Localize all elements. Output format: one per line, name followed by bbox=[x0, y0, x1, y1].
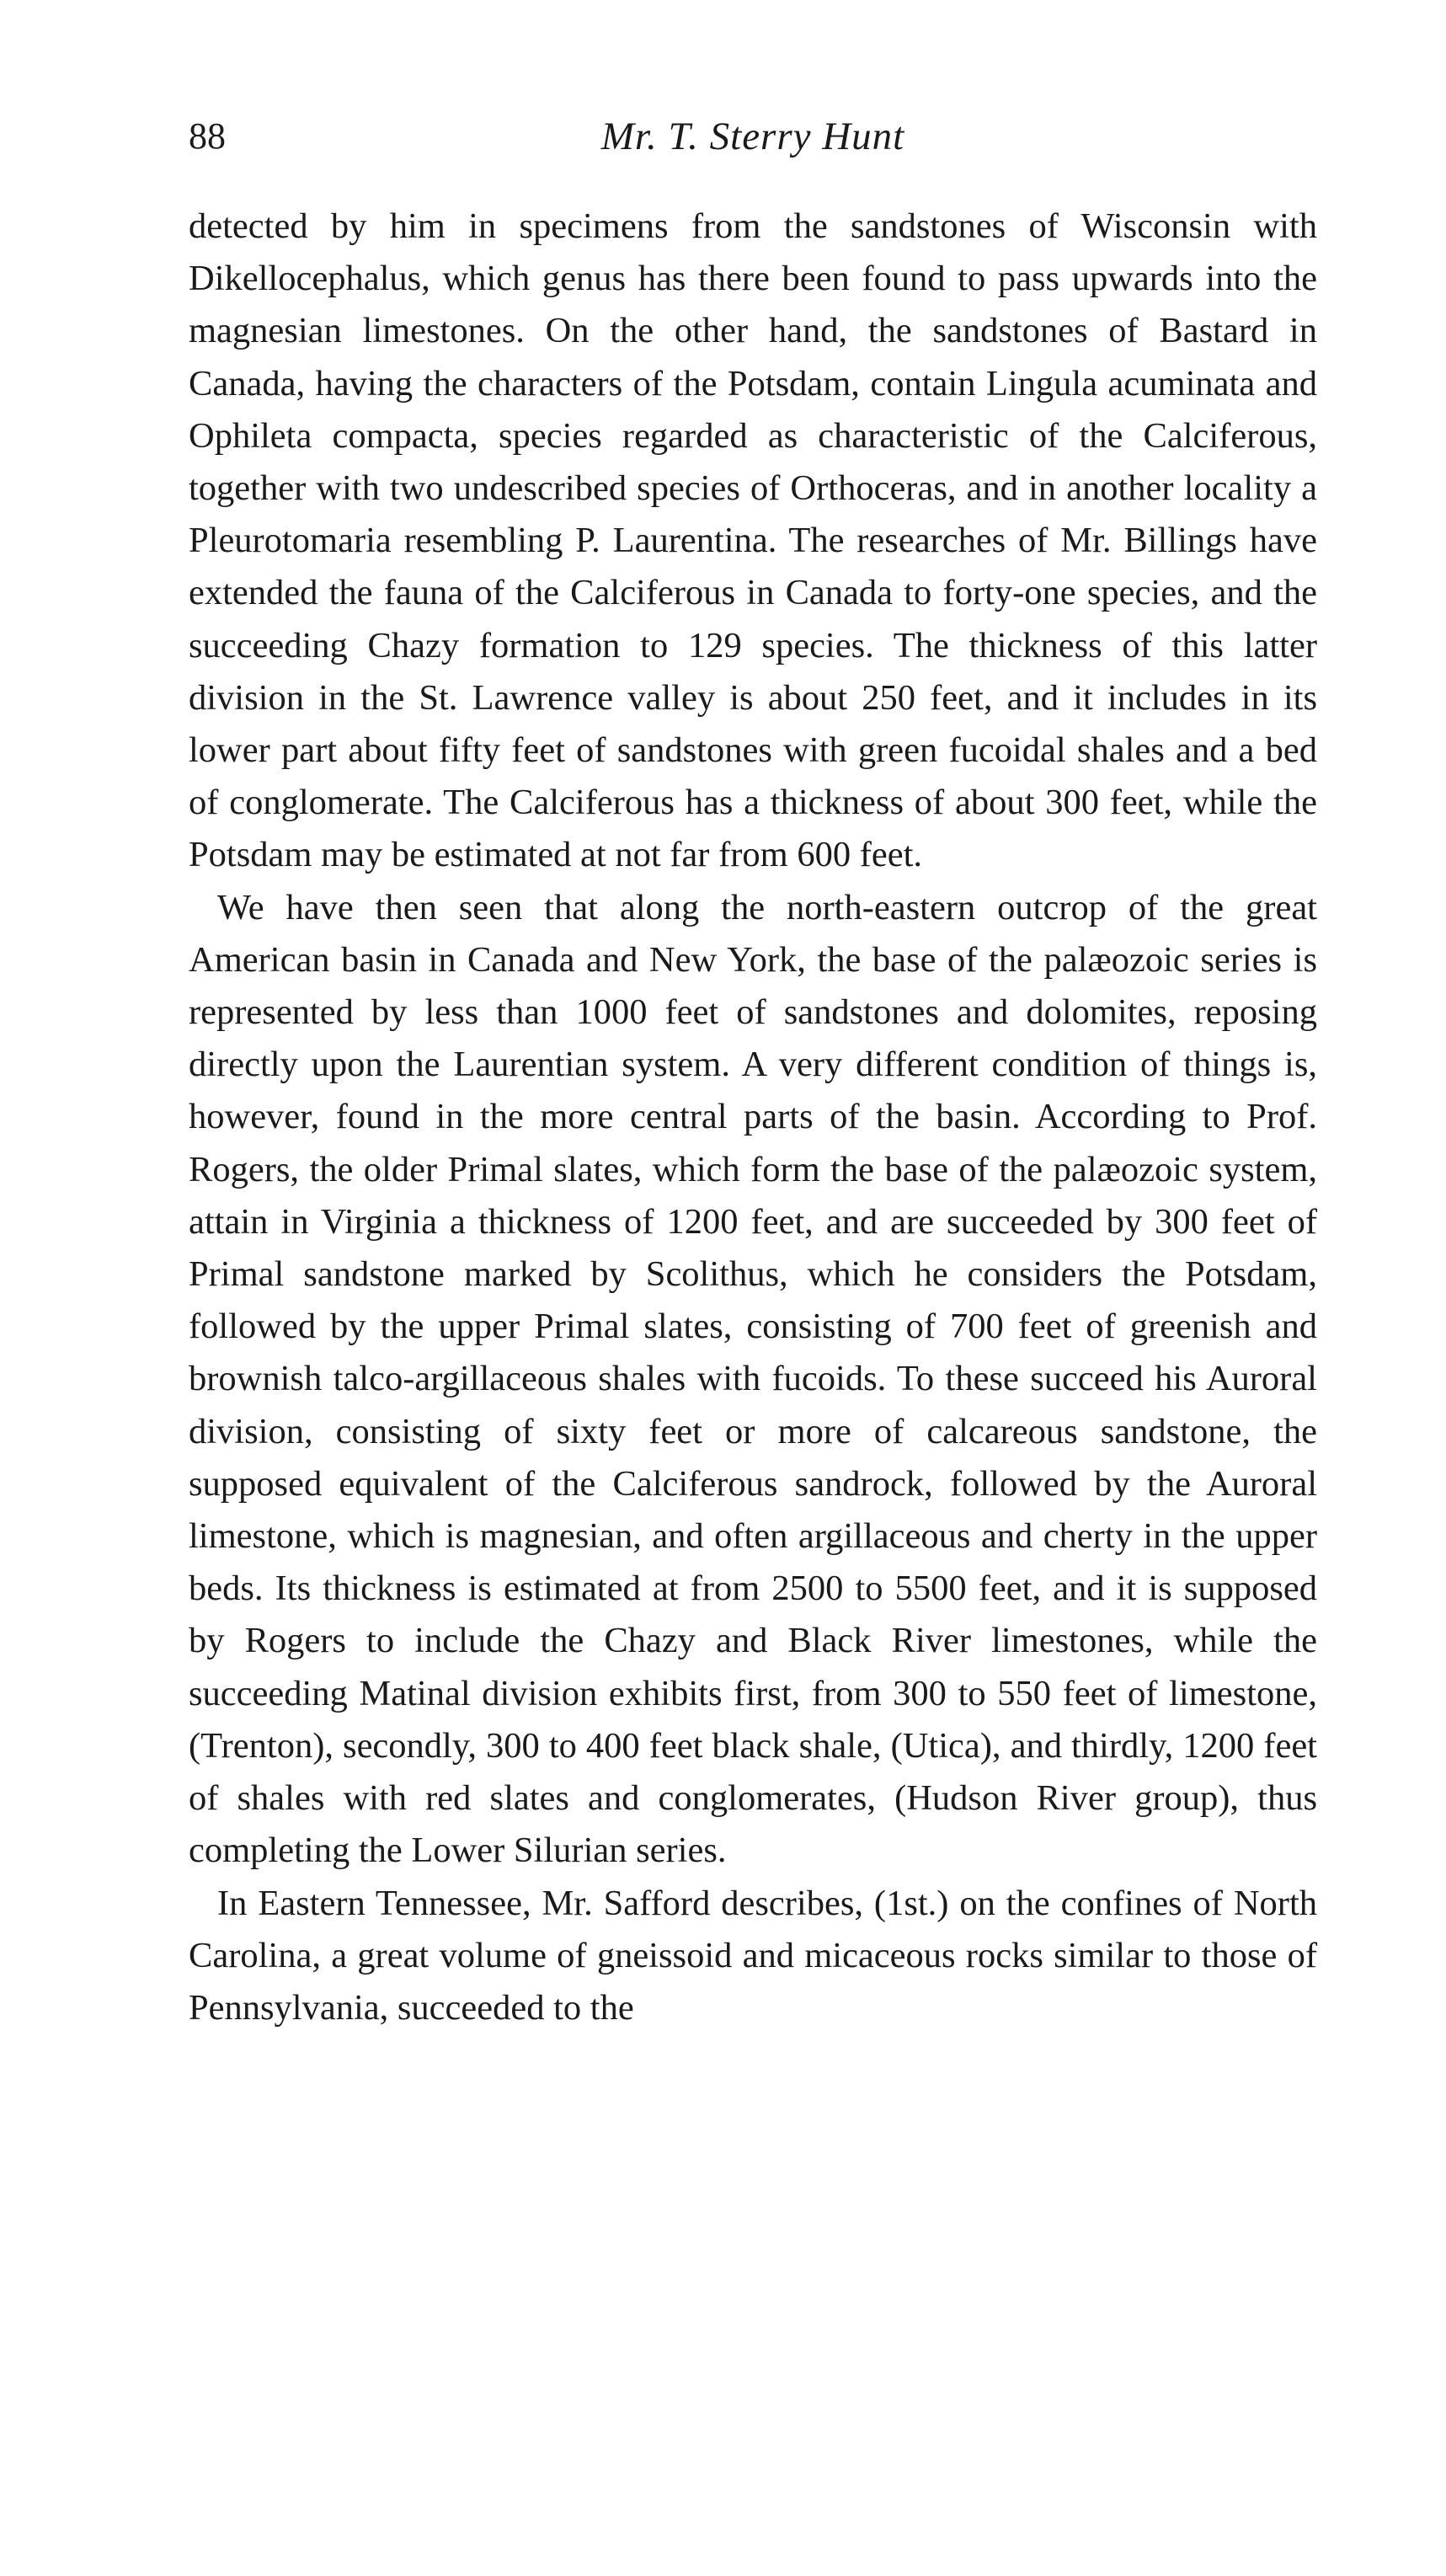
body-text bbox=[189, 200, 1317, 2034]
paragraph-tennessee: In Eastern Tennessee, Mr. Safford describes, (1st.) on the confines of North Carolina, a great volume of gneissoid and micaceous rocks similar to those of Pennsylvania, succeeded to the bbox=[189, 1883, 1317, 2028]
paragraph-basin-comparison: We have then seen that along the north-eastern outcrop of the great American basin in Canada and New York, the base of the palæozoic series is represented by less than 1000 feet of sandstones and dolomites, reposing directly upon the Laurentian system. A very different condition of things is, however, found in the more central parts of the basin. According to Prof. Rogers, the older Primal slates, which form the base of the palæozoic system, attain in Virginia a thickness of 1200 feet, and are succeeded by 300 feet of Primal sandstone marked by Scolithus, which he considers the Potsdam, followed by the upper Primal slates, consisting of 700 feet of greenish and brownish talco-argillaceous shales with fucoids. To these succeed his Auroral division, consisting of sixty feet or more of calcareous sandstone, the supposed equivalent of the Calciferous sandrock, followed by the Auroral limestone, which is magnesian, and often argillaceous and cherty in the upper beds. Its thickness is estimated at from 2500 to 5500 feet, and it is supposed by Rogers to include the Chazy and Black River limestones, while the succeeding Matinal division exhibits first, from 300 to 550 feet of limestone, (Trenton), secondly, 300 to 400 feet black shale, (Utica), and thirdly, 1200 feet of shales with red slates and conglomerates, (Hudson River group), thus completing the Lower Silurian series. bbox=[189, 887, 1317, 1871]
running-head bbox=[189, 111, 1317, 162]
page-number: 88 bbox=[189, 115, 226, 157]
paragraph-continued: detected by him in specimens from the sandstones of Wisconsin with Dikellocephalus, which genus has there been found to pass upwards into the magnesian limestones. On the other hand, the sandstones of Bastard in Canada, having the characters of the Potsdam, contain Lingula acuminata and Ophileta compacta, species regarded as characteristic of the Calciferous, together with two undescribed species of Orthoceras, and in another locality a Pleurotomaria resembling P. Laurentina. The researches of Mr. Billings have extended the fauna of the Calciferous in Canada to forty-one species, and the succeeding Chazy formation to 129 species. The thickness of this latter division in the St. Lawrence valley is about 250 feet, and it includes in its lower part about fifty feet of sandstones with green fucoidal shales and a bed of conglomerate. The Calciferous has a thickness of about 300 feet, while the Potsdam may be estimated at not far from 600 feet. bbox=[189, 206, 1317, 875]
running-title: Mr. T. Sterry Hunt bbox=[600, 115, 905, 158]
